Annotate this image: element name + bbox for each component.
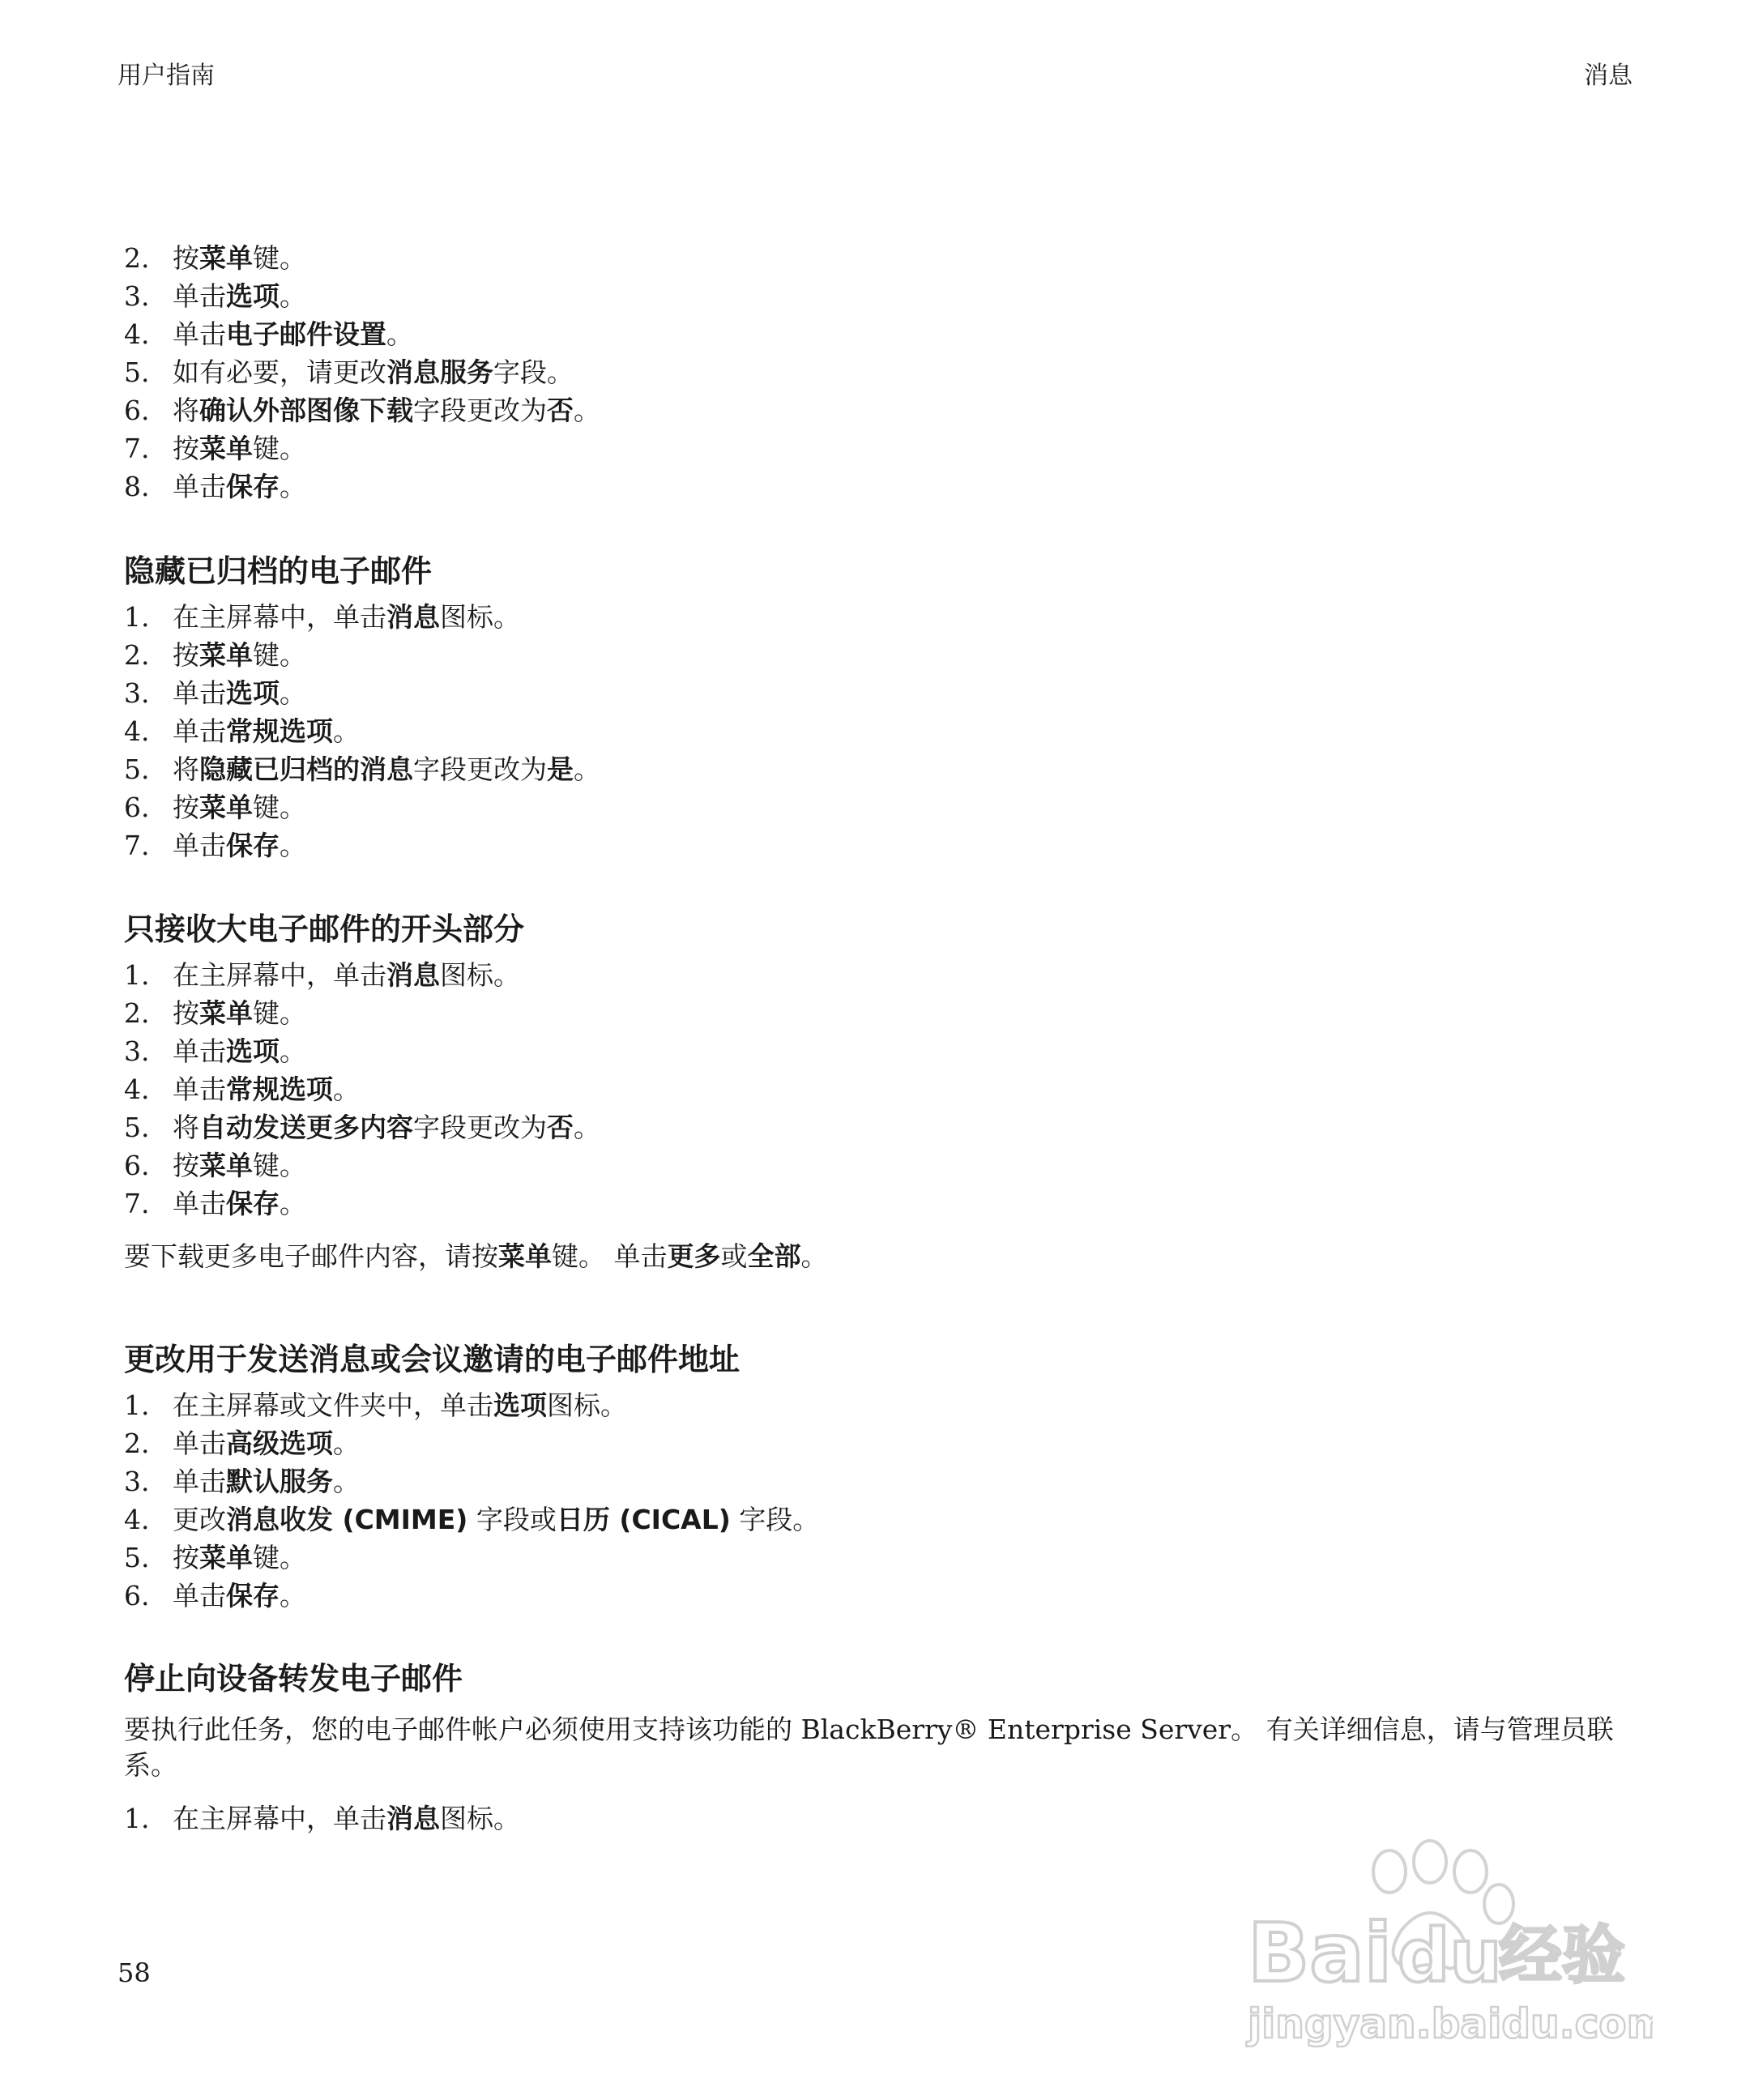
step-item: 1. 在主屏幕中，单击消息图标。: [124, 1803, 520, 1834]
step-item: 1. 在主屏幕中，单击消息图标。: [124, 959, 520, 991]
section-heading: 只接收大电子邮件的开头部分: [124, 911, 525, 947]
step-item: 3. 单击默认服务。: [124, 1466, 360, 1497]
step-item: 4. 单击电子邮件设置。: [124, 318, 413, 350]
steps-list: [124, 956, 1647, 1223]
section-large-emails: [124, 909, 1647, 1274]
step-item: 2. 按菜单键。: [124, 997, 306, 1029]
step-item: 6. 将确认外部图像下载字段更改为否。: [124, 395, 600, 426]
step-item: 6. 按菜单键。: [124, 792, 306, 823]
steps-list: [124, 1799, 1647, 1838]
section-change-address: [124, 1339, 1647, 1615]
step-item: 2. 按菜单键。: [124, 639, 306, 671]
step-item: 7. 按菜单键。: [124, 433, 306, 464]
step-item: 1. 在主屏幕中，单击消息图标。: [124, 601, 520, 633]
step-item: 2. 单击高级选项。: [124, 1428, 360, 1459]
step-item: 5. 如有必要，请更改消息服务字段。: [124, 356, 574, 388]
baidu-watermark: [1231, 1839, 1653, 2050]
doc-title: 用户指南: [117, 62, 215, 90]
step-item: 5. 将隐藏已归档的消息字段更改为是。: [124, 753, 600, 785]
step-item: 5. 按菜单键。: [124, 1542, 306, 1573]
step-item: 3. 单击选项。: [124, 1035, 306, 1067]
note-paragraph: 要下载更多电子邮件内容，请按菜单键。 单击更多或全部。: [124, 1240, 828, 1272]
steps-list: [124, 598, 1647, 864]
page-number: 58: [117, 1957, 151, 1988]
step-item: 3. 单击选项。: [124, 280, 306, 312]
step-item: 5. 将自动发送更多内容字段更改为否。: [124, 1112, 600, 1143]
intro-steps: [124, 239, 1647, 506]
steps-list: [124, 1386, 1647, 1615]
page-header: [117, 55, 1633, 91]
step-item: 3. 单击选项。: [124, 677, 306, 709]
step-item: 4. 单击常规选项。: [124, 715, 360, 747]
step-item: 6. 按菜单键。: [124, 1150, 306, 1181]
step-item: 4. 单击常规选项。: [124, 1073, 360, 1105]
watermark-product: 经验: [1499, 1919, 1626, 1992]
step-item: 1. 在主屏幕或文件夹中，单击选项图标。: [124, 1389, 627, 1421]
step-item: 7. 单击保存。: [124, 1188, 306, 1219]
step-item: 6. 单击保存。: [124, 1580, 306, 1611]
section-stop-forwarding: [124, 1658, 1647, 1838]
chapter-title: 消息: [1584, 62, 1633, 90]
section-heading: 隐藏已归档的电子邮件: [124, 553, 433, 589]
paw-icon: [1231, 1839, 1653, 2050]
step-item: 8. 单击保存。: [124, 471, 306, 502]
section-intro: 要执行此任务，您的电子邮件帐户必须使用支持该功能的 BlackBerry® Enterprise Server。 有关详细信息，请与管理员联系。: [124, 1714, 1614, 1781]
watermark-brand: Bai: [1248, 1906, 1392, 2000]
intro-steps-section: [124, 239, 1647, 506]
watermark-brand-du: du: [1398, 1914, 1502, 1999]
step-item: 4. 更改消息收发 (CMIME) 字段或日历 (CICAL) 字段。: [124, 1504, 820, 1535]
step-item: 7. 单击保存。: [124, 830, 306, 861]
step-item: 2. 按菜单键。: [124, 242, 306, 274]
section-hide-archived: [124, 551, 1647, 864]
section-heading: 更改用于发送消息或会议邀请的电子邮件地址: [124, 1342, 741, 1377]
watermark-url: jingyan.baidu.com: [1248, 2000, 1653, 2047]
section-heading: 停止向设备转发电子邮件: [124, 1661, 463, 1697]
